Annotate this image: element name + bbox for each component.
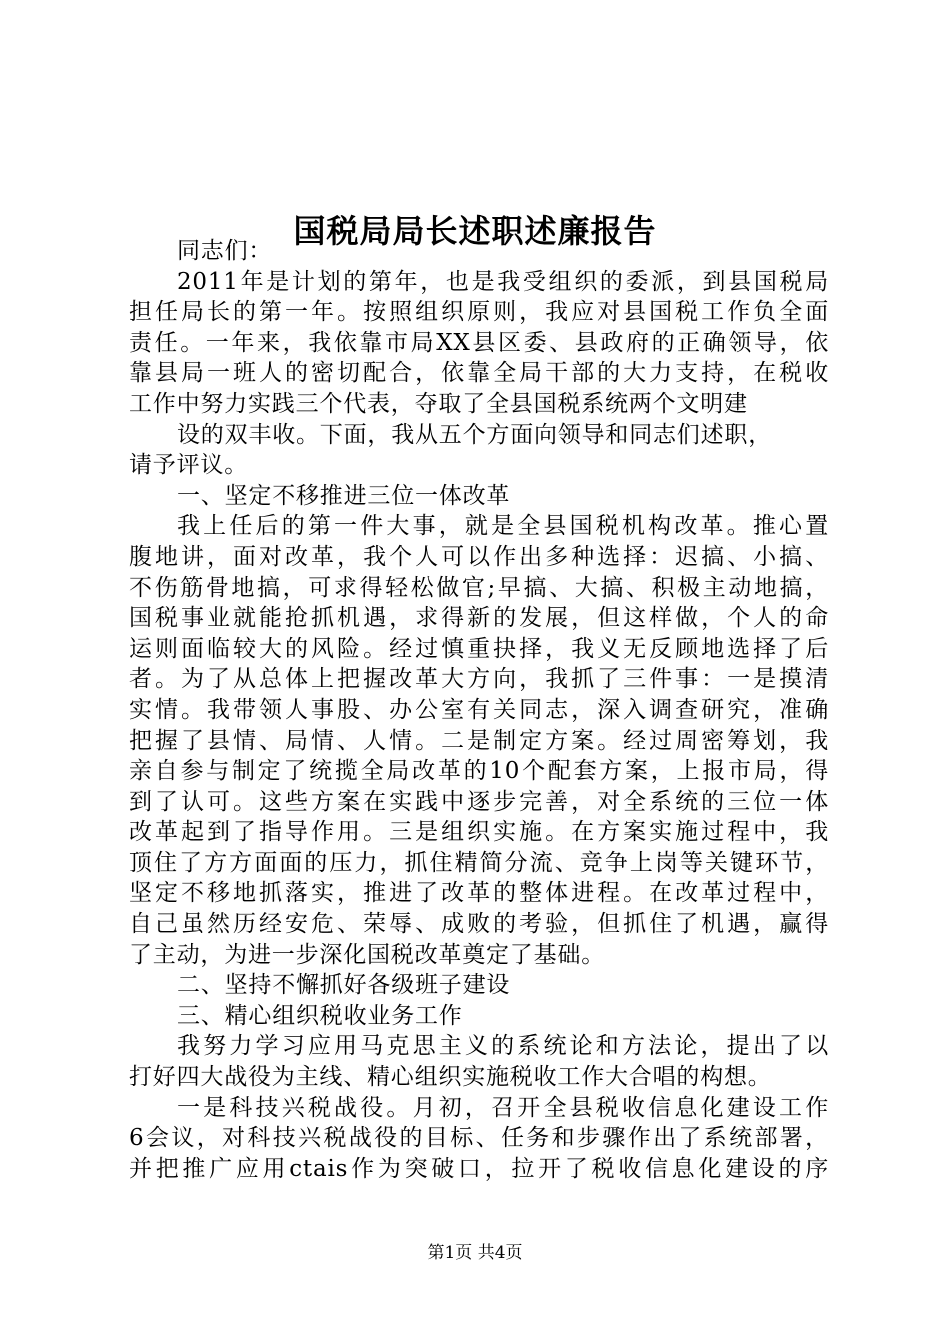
text-line: 坚定不移地抓落实，推进了改革的整体进程。在改革过程中， (129, 880, 829, 907)
text-line: 自己虽然历经安危、荣辱、成败的考验，但抓住了机遇，赢得 (129, 911, 829, 938)
text-line: 了主动，为进一步深化国税改革奠定了基础。 (129, 941, 605, 968)
document-body (129, 236, 829, 1184)
document-title: 国税局局长述职述廉报告 (293, 212, 657, 251)
text-line: 担任局长的第一年。按照组织原则，我应对县国税工作负全面 (129, 299, 829, 326)
text-line: 责任。一年来，我依靠市局XX县区委、县政府的正确领导，依 (129, 329, 829, 356)
text-line: 顶住了方方面面的压力，抓住精简分流、竞争上岗等关键环节， (129, 849, 829, 876)
text-line: 者。为了从总体上把握改革大方向，我抓了三件事：一是摸清 (129, 666, 829, 693)
text-line: 亲自参与制定了统揽全局改革的10个配套方案，上报市局，得 (129, 758, 829, 785)
text-line: 三、精心组织税收业务工作 (177, 1002, 463, 1029)
page-footer: 第1页 共4页 (427, 1243, 523, 1263)
text-line: 同志们： (177, 238, 273, 264)
text-line: 并把推广应用ctais作为突破口，拉开了税收信息化建设的序 (129, 1155, 829, 1182)
text-line: 靠县局一班人的密切配合，依靠全局干部的大力支持，在税收 (129, 360, 829, 387)
text-line: 打好四大战役为主线、精心组织实施税收工作大合唱的构想。 (129, 1064, 772, 1091)
text-line: 我努力学习应用马克思主义的系统论和方法论，提出了以 (177, 1033, 829, 1060)
text-line: 实情。我带领人事股、办公室有关同志，深入调查研究，准确 (129, 696, 829, 723)
text-line: 请予评议。 (129, 452, 248, 479)
text-line: 到了认可。这些方案在实践中逐步完善，对全系统的三位一体 (129, 788, 829, 815)
text-line: 我上任后的第一件大事，就是全县国税机构改革。推心置 (177, 513, 829, 540)
text-line: 运则面临较大的风险。经过慎重抉择，我义无反顾地选择了后 (129, 635, 829, 662)
text-line: 一、坚定不移推进三位一体改革 (177, 482, 511, 509)
text-line: 不伤筋骨地搞，可求得轻松做官;早搞、大搞、积极主动地搞， (129, 574, 829, 601)
text-line: 工作中努力实践三个代表，夺取了全县国税系统两个文明建 (129, 390, 748, 417)
text-line: 6会议，对科技兴税战役的目标、任务和步骤作出了系统部署， (129, 1125, 829, 1152)
text-line: 2011年是计划的第年，也是我受组织的委派，到县国税局 (177, 268, 829, 295)
text-line: 一是科技兴税战役。月初，召开全县税收信息化建设工作 (177, 1094, 829, 1121)
text-line: 腹地讲，面对改革，我个人可以作出多种选择：迟搞、小搞、 (129, 543, 829, 570)
text-line: 二、坚持不懈抓好各级班子建设 (177, 972, 511, 999)
text-line: 改革起到了指导作用。三是组织实施。在方案实施过程中，我 (129, 819, 829, 846)
text-line: 国税事业就能抢抓机遇，求得新的发展，但这样做，个人的命 (129, 605, 829, 632)
text-line: 把握了县情、局情、人情。二是制定方案。经过周密筹划，我 (129, 727, 829, 754)
text-line: 设的双丰收。下面，我从五个方面向领导和同志们述职， (177, 421, 772, 448)
